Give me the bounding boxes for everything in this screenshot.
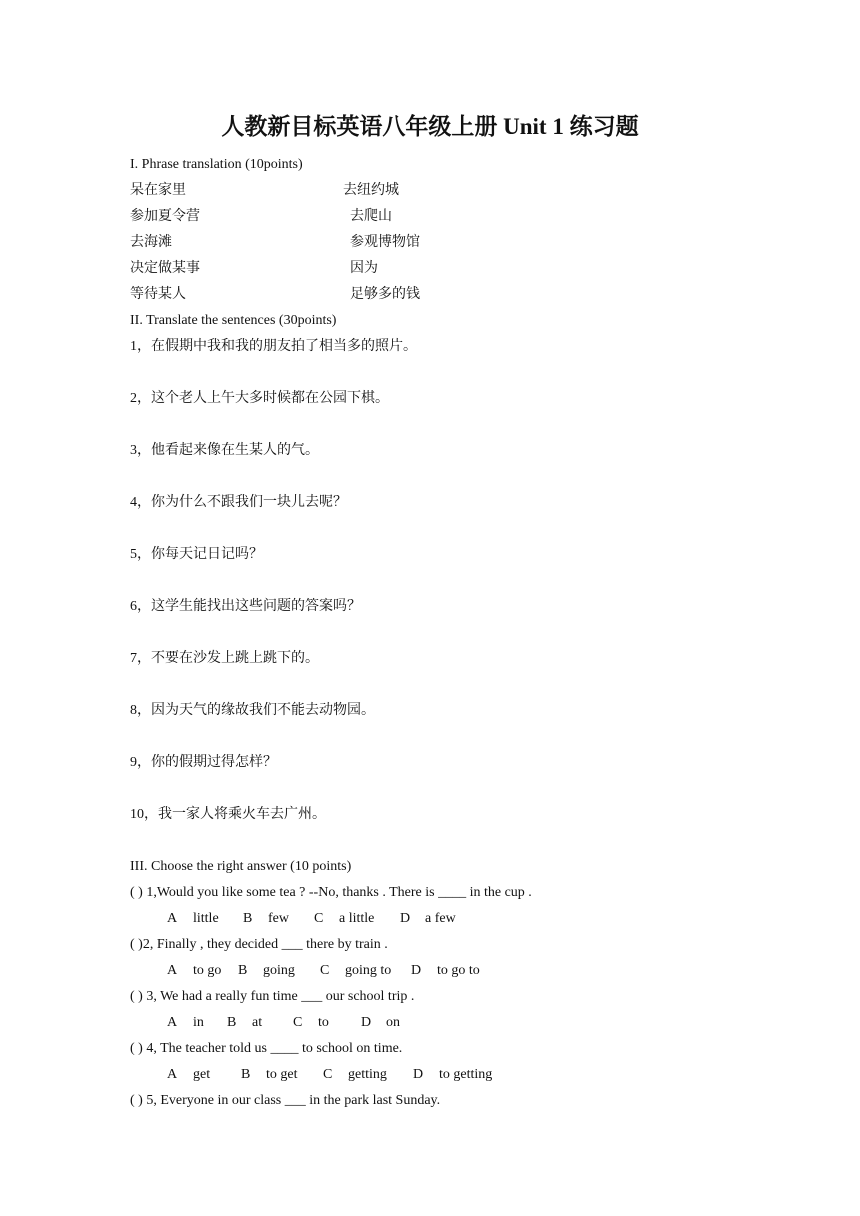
option-letter: C [293, 1015, 303, 1030]
phrase-item: 参观博物馆 [350, 235, 420, 250]
phrase-item: 去纽约城 [343, 183, 399, 198]
option-text: on [386, 1015, 400, 1030]
phrase-item: 决定做某事 [130, 261, 200, 276]
option-letter: B [241, 1067, 251, 1082]
page-title: 人教新目标英语八年级上册 Unit 1 练习题 [221, 114, 639, 139]
option-text: to go [193, 963, 222, 978]
sentence-item: 10，我一家人将乘火车去广州。 [130, 807, 326, 822]
question-stem: ( ) 4, The teacher told us ____ to school on time. [130, 1041, 403, 1056]
option-letter: B [238, 963, 248, 978]
option-text: little [193, 911, 219, 926]
option-letter: D [361, 1015, 372, 1030]
option-text: few [268, 911, 289, 926]
phrase-item: 足够多的钱 [350, 287, 420, 302]
sentence-item: 9，你的假期过得怎样？ [130, 755, 277, 770]
phrase-item: 参加夏令营 [130, 209, 200, 224]
question-stem: ( ) 1,Would you like some tea ? --No, thanks . There is ____ in the cup . [130, 885, 532, 900]
sentence-item: 5，你每天记日记吗？ [130, 547, 263, 562]
option-text: at [252, 1015, 263, 1030]
question-stem: ( ) 3, We had a really fun time ___ our school trip . [130, 989, 415, 1004]
phrase-item: 呆在家里 [130, 183, 186, 198]
phrase-item: 因为 [350, 261, 378, 276]
question-stem: ( )2, Finally , they decided ___ there by train . [130, 937, 388, 952]
phrase-item: 去爬山 [350, 209, 392, 224]
option-text: a few [425, 911, 456, 926]
option-text: getting [348, 1067, 387, 1082]
option-text: to go to [437, 963, 480, 978]
option-text: to get [266, 1067, 298, 1082]
option-text: in [193, 1015, 204, 1030]
option-letter: C [320, 963, 330, 978]
option-text: get [193, 1067, 211, 1082]
sentence-item: 3，他看起来像在生某人的气。 [130, 443, 319, 458]
option-letter: A [167, 1067, 178, 1082]
option-text: a little [339, 911, 375, 926]
sentence-item: 7，不要在沙发上跳上跳下的。 [130, 651, 319, 666]
section-1-heading: I. Phrase translation (10points) [130, 157, 303, 172]
option-letter: A [167, 911, 178, 926]
sentence-item: 8，因为天气的缘故我们不能去动物园。 [130, 703, 375, 718]
option-letter: B [243, 911, 253, 926]
sentence-item: 4，你为什么不跟我们一块儿去呢？ [130, 495, 347, 510]
question-stem: ( ) 5, Everyone in our class ___ in the park last Sunday. [130, 1093, 441, 1108]
option-letter: A [167, 1015, 178, 1030]
sentence-item: 6，这学生能找出这些问题的答案吗？ [130, 599, 361, 614]
option-letter: D [413, 1067, 424, 1082]
option-letter: C [323, 1067, 333, 1082]
sentence-item: 2，这个老人上午大多时候都在公园下棋。 [130, 391, 389, 406]
option-letter: D [411, 963, 422, 978]
option-text: to [318, 1015, 329, 1030]
option-letter: C [314, 911, 324, 926]
option-letter: D [400, 911, 411, 926]
option-text: going to [345, 963, 392, 978]
phrase-item: 等待某人 [130, 287, 186, 302]
option-letter: A [167, 963, 178, 978]
option-letter: B [227, 1015, 237, 1030]
option-text: to getting [439, 1067, 493, 1082]
option-text: going [263, 963, 295, 978]
phrase-item: 去海滩 [130, 235, 172, 250]
section-2-heading: II. Translate the sentences (30points) [130, 313, 337, 328]
sentence-item: 1，在假期中我和我的朋友拍了相当多的照片。 [130, 339, 417, 354]
section-3-heading: III. Choose the right answer (10 points) [130, 859, 352, 874]
